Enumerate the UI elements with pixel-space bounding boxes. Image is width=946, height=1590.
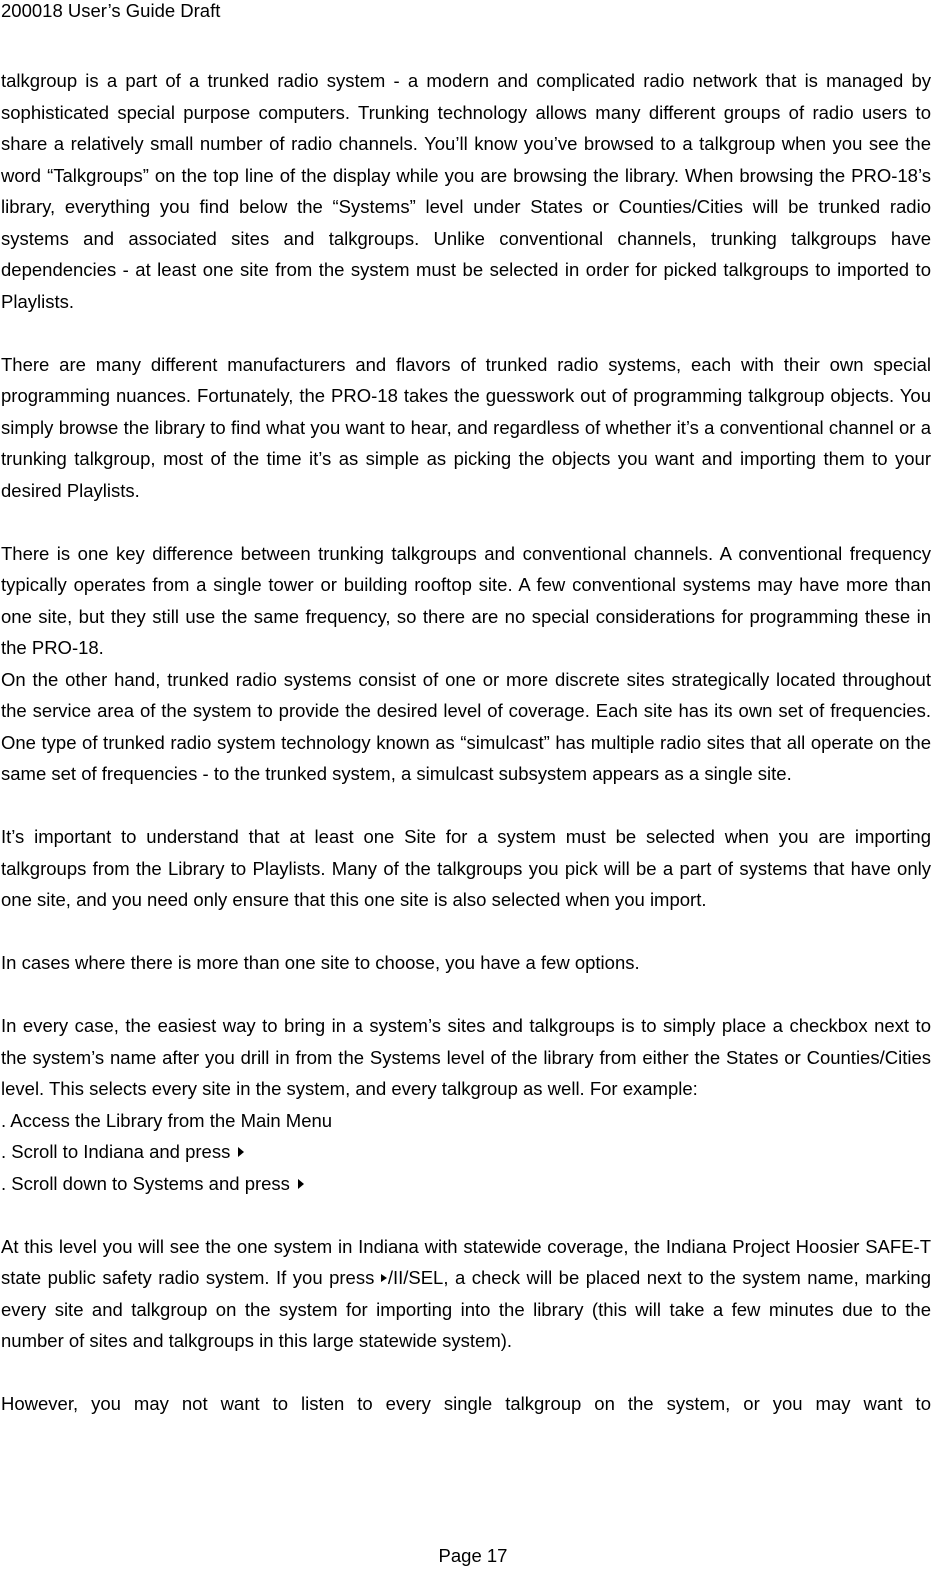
paragraph-trunked-sites: On the other hand, trunked radio systems consist of one or more discrete sites strategically located throughout the service area of the system to provide the desired level of coverage. Each site has its own set of frequencies. One type of trunked radio system technology known as “simulcast” has multiple radio sites that all operate on the same set of frequencies - to the trunked system, a simulcast subsystem appears as a single site.	[1, 668, 931, 784]
paragraph-easiest-way: In every case, the easiest way to bring in a system’s sites and talkgroups is to simply place a checkbox next to the system’s name after you drill in from the Systems level of the library from either the States or Counties/Cities level. This selects every site in the system, and every talkgroup as well. For example:	[1, 1015, 931, 1099]
step-scroll-indiana	[1, 1136, 931, 1168]
paragraph-text-part-a: At this level you will see the one system in Indiana with statewide coverage, the Indiana Project Hoosier SAFE-T state public safety radio system. If you press	[1, 1235, 931, 1288]
right-arrow-icon	[298, 1179, 304, 1189]
paragraph-site-selection: It’s important to understand that at least one Site for a system must be selected when you are importing talkgroups from the Library to Playlists. Many of the talkgroups you pick will be a part of systems that have only one site, and you need only ensure that this one site is also selected when you import.	[1, 826, 931, 910]
paragraph-continuation: However, you may not want to listen to every single talkgroup on the system, or you may want to	[1, 1393, 931, 1414]
paragraph-text-part-b: /II/SEL, a check will be placed next to the system name, marking every site and talkgroup on the system for importing into the library (this will take a few minutes due to the number of sites and talkgroups in this large statewide system).	[1, 1267, 931, 1351]
play-arrow-icon	[381, 1274, 387, 1282]
paragraph-talkgroup-intro: talkgroup is a part of a trunked radio system - a modern and complicated radio network that is managed by sophisticated special purpose computers. Trunking technology allows many different groups of radio users to share a relatively small number of radio channels. You’ll know you’ve browsed to a talkgroup when you see the word “Talkgroups” on the top line of the display while you are browsing the library. When browsing the PRO-18’s library, everything you find below the “Systems” level under States or Counties/Cities will be trunked radio systems and associated sites and talkgroups. Unlike conventional channels, trunking talkgroups have dependencies - at least one site from the system must be selected in order for picked talkgroups to imported to Playlists.	[1, 70, 931, 312]
page-header: 200018 User’s Guide Draft	[1, 0, 221, 21]
paragraph-statewide-system	[1, 1231, 931, 1357]
document-body	[1, 65, 931, 1420]
step-text: . Access the Library from the Main Menu	[1, 1109, 333, 1131]
step-text: . Scroll down to Systems and press	[1, 1172, 290, 1194]
page-number: Page 17	[438, 1545, 508, 1566]
paragraph-options: In cases where there is more than one site to choose, you have a few options.	[1, 952, 640, 973]
step-text: . Scroll to Indiana and press	[1, 1141, 231, 1162]
step-scroll-systems	[1, 1168, 931, 1200]
paragraph-key-difference: There is one key difference between trunking talkgroups and conventional channels. A conventional frequency typically operates from a single tower or building rooftop site. A few conventional systems may have more than one site, but they still use the same frequency, so there are no special considerations for programming these in the PRO-18.	[1, 542, 931, 658]
right-arrow-icon	[238, 1147, 244, 1157]
paragraph-manufacturers: There are many different manufacturers and flavors of trunked radio systems, each with their own special programming nuances. Fortunately, the PRO-18 takes the guesswork out of programming talkgroup objects. You simply browse the library to find what you want to hear, and regardless of whether it’s a conventional channel or a trunking talkgroup, most of the time it’s as simple as picking the objects you want and importing them to your desired Playlists.	[1, 353, 931, 501]
step-access-library	[1, 1105, 931, 1137]
